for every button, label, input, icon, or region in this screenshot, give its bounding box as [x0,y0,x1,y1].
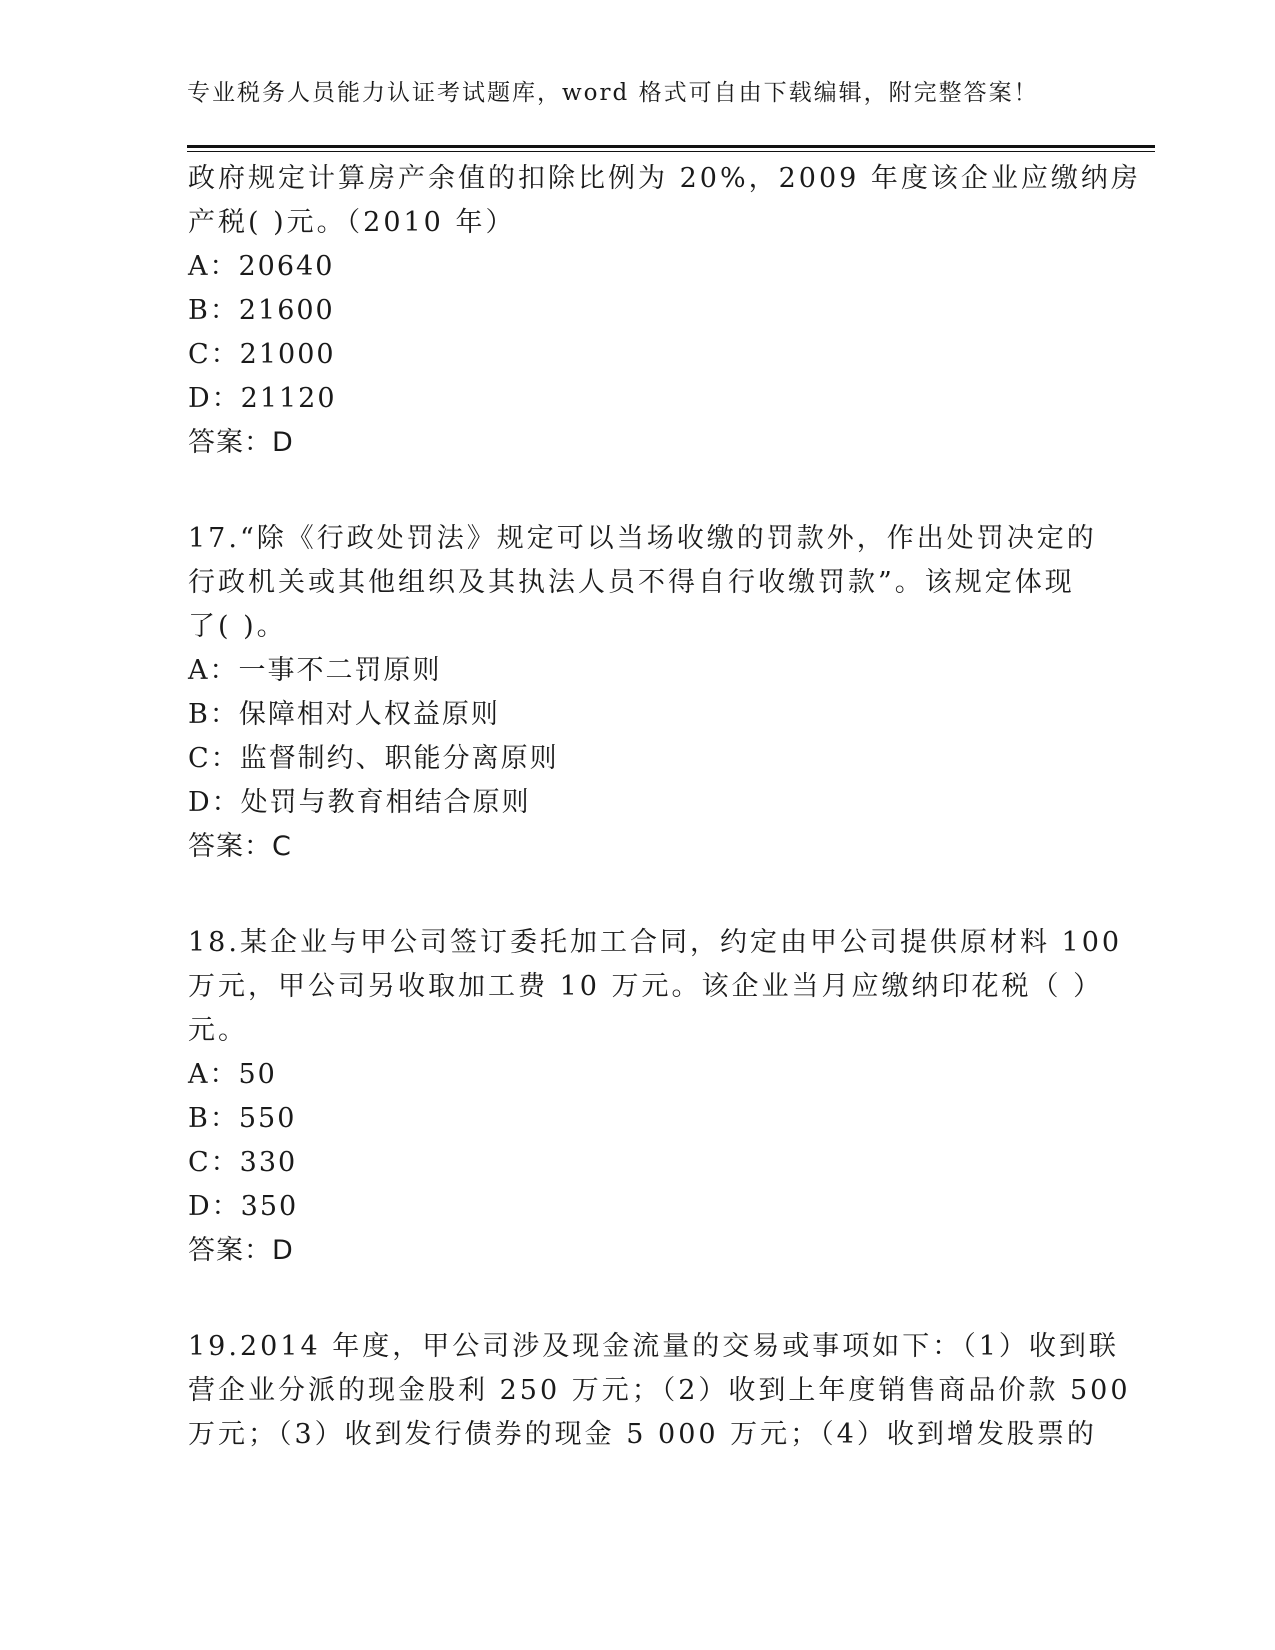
q17-stem-line-3: 了( )。 [188,611,287,642]
q16-option-d: D：21120 [188,383,337,414]
q17-stem-line-1: 17.“除《行政处罚法》规定可以当场收缴的罚款外，作出处罚决定的 [188,523,1097,554]
q17-option-a: A：一事不二罚原则 [188,655,442,686]
q16-option-c: C：21000 [188,339,336,370]
q17-option-d: D：处罚与教育相结合原则 [188,787,531,818]
q18-option-d: D：350 [188,1191,299,1222]
q17-answer: 答案：C [188,831,292,862]
q18-option-b: B：550 [188,1103,297,1134]
q19-stem-line-2: 营企业分派的现金股利 250 万元；（2）收到上年度销售商品价款 500 [188,1375,1131,1406]
q16-answer: 答案：D [188,427,294,458]
header-rule-thick [187,145,1155,148]
q18-option-a: A：50 [188,1059,277,1090]
q17-option-c: C：监督制约、职能分离原则 [188,743,559,774]
q16-option-b: B：21600 [188,295,335,326]
q18-stem-line-1: 18.某企业与甲公司签订委托加工合同，约定由甲公司提供原材料 100 [188,927,1123,958]
q18-stem-line-3: 元。 [188,1015,248,1046]
q17-stem-line-2: 行政机关或其他组织及其执法人员不得自行收缴罚款”。该规定体现 [188,567,1075,598]
q17-option-b: B：保障相对人权益原则 [188,699,500,730]
q16-stem-line-2: 产税( )元。（2010 年） [188,207,516,238]
q18-answer: 答案：D [188,1235,294,1266]
q19-stem-line-1: 19.2014 年度，甲公司涉及现金流量的交易或事项如下：（1）收到联 [188,1331,1119,1362]
header-rule-thin [187,151,1155,152]
q19-stem-line-3: 万元；（3）收到发行债券的现金 5 000 万元；（4）收到增发股票的 [188,1419,1097,1450]
q18-stem-line-2: 万元，甲公司另收取加工费 10 万元。该企业当月应缴纳印花税（ ） [188,971,1104,1002]
q18-option-c: C：330 [188,1147,298,1178]
page-header: 专业税务人员能力认证考试题库，word 格式可自由下载编辑，附完整答案！ [187,80,1039,106]
q16-option-a: A：20640 [188,251,335,282]
q16-stem-line-1: 政府规定计算房产余值的扣除比例为 20%，2009 年度该企业应缴纳房 [188,163,1141,194]
